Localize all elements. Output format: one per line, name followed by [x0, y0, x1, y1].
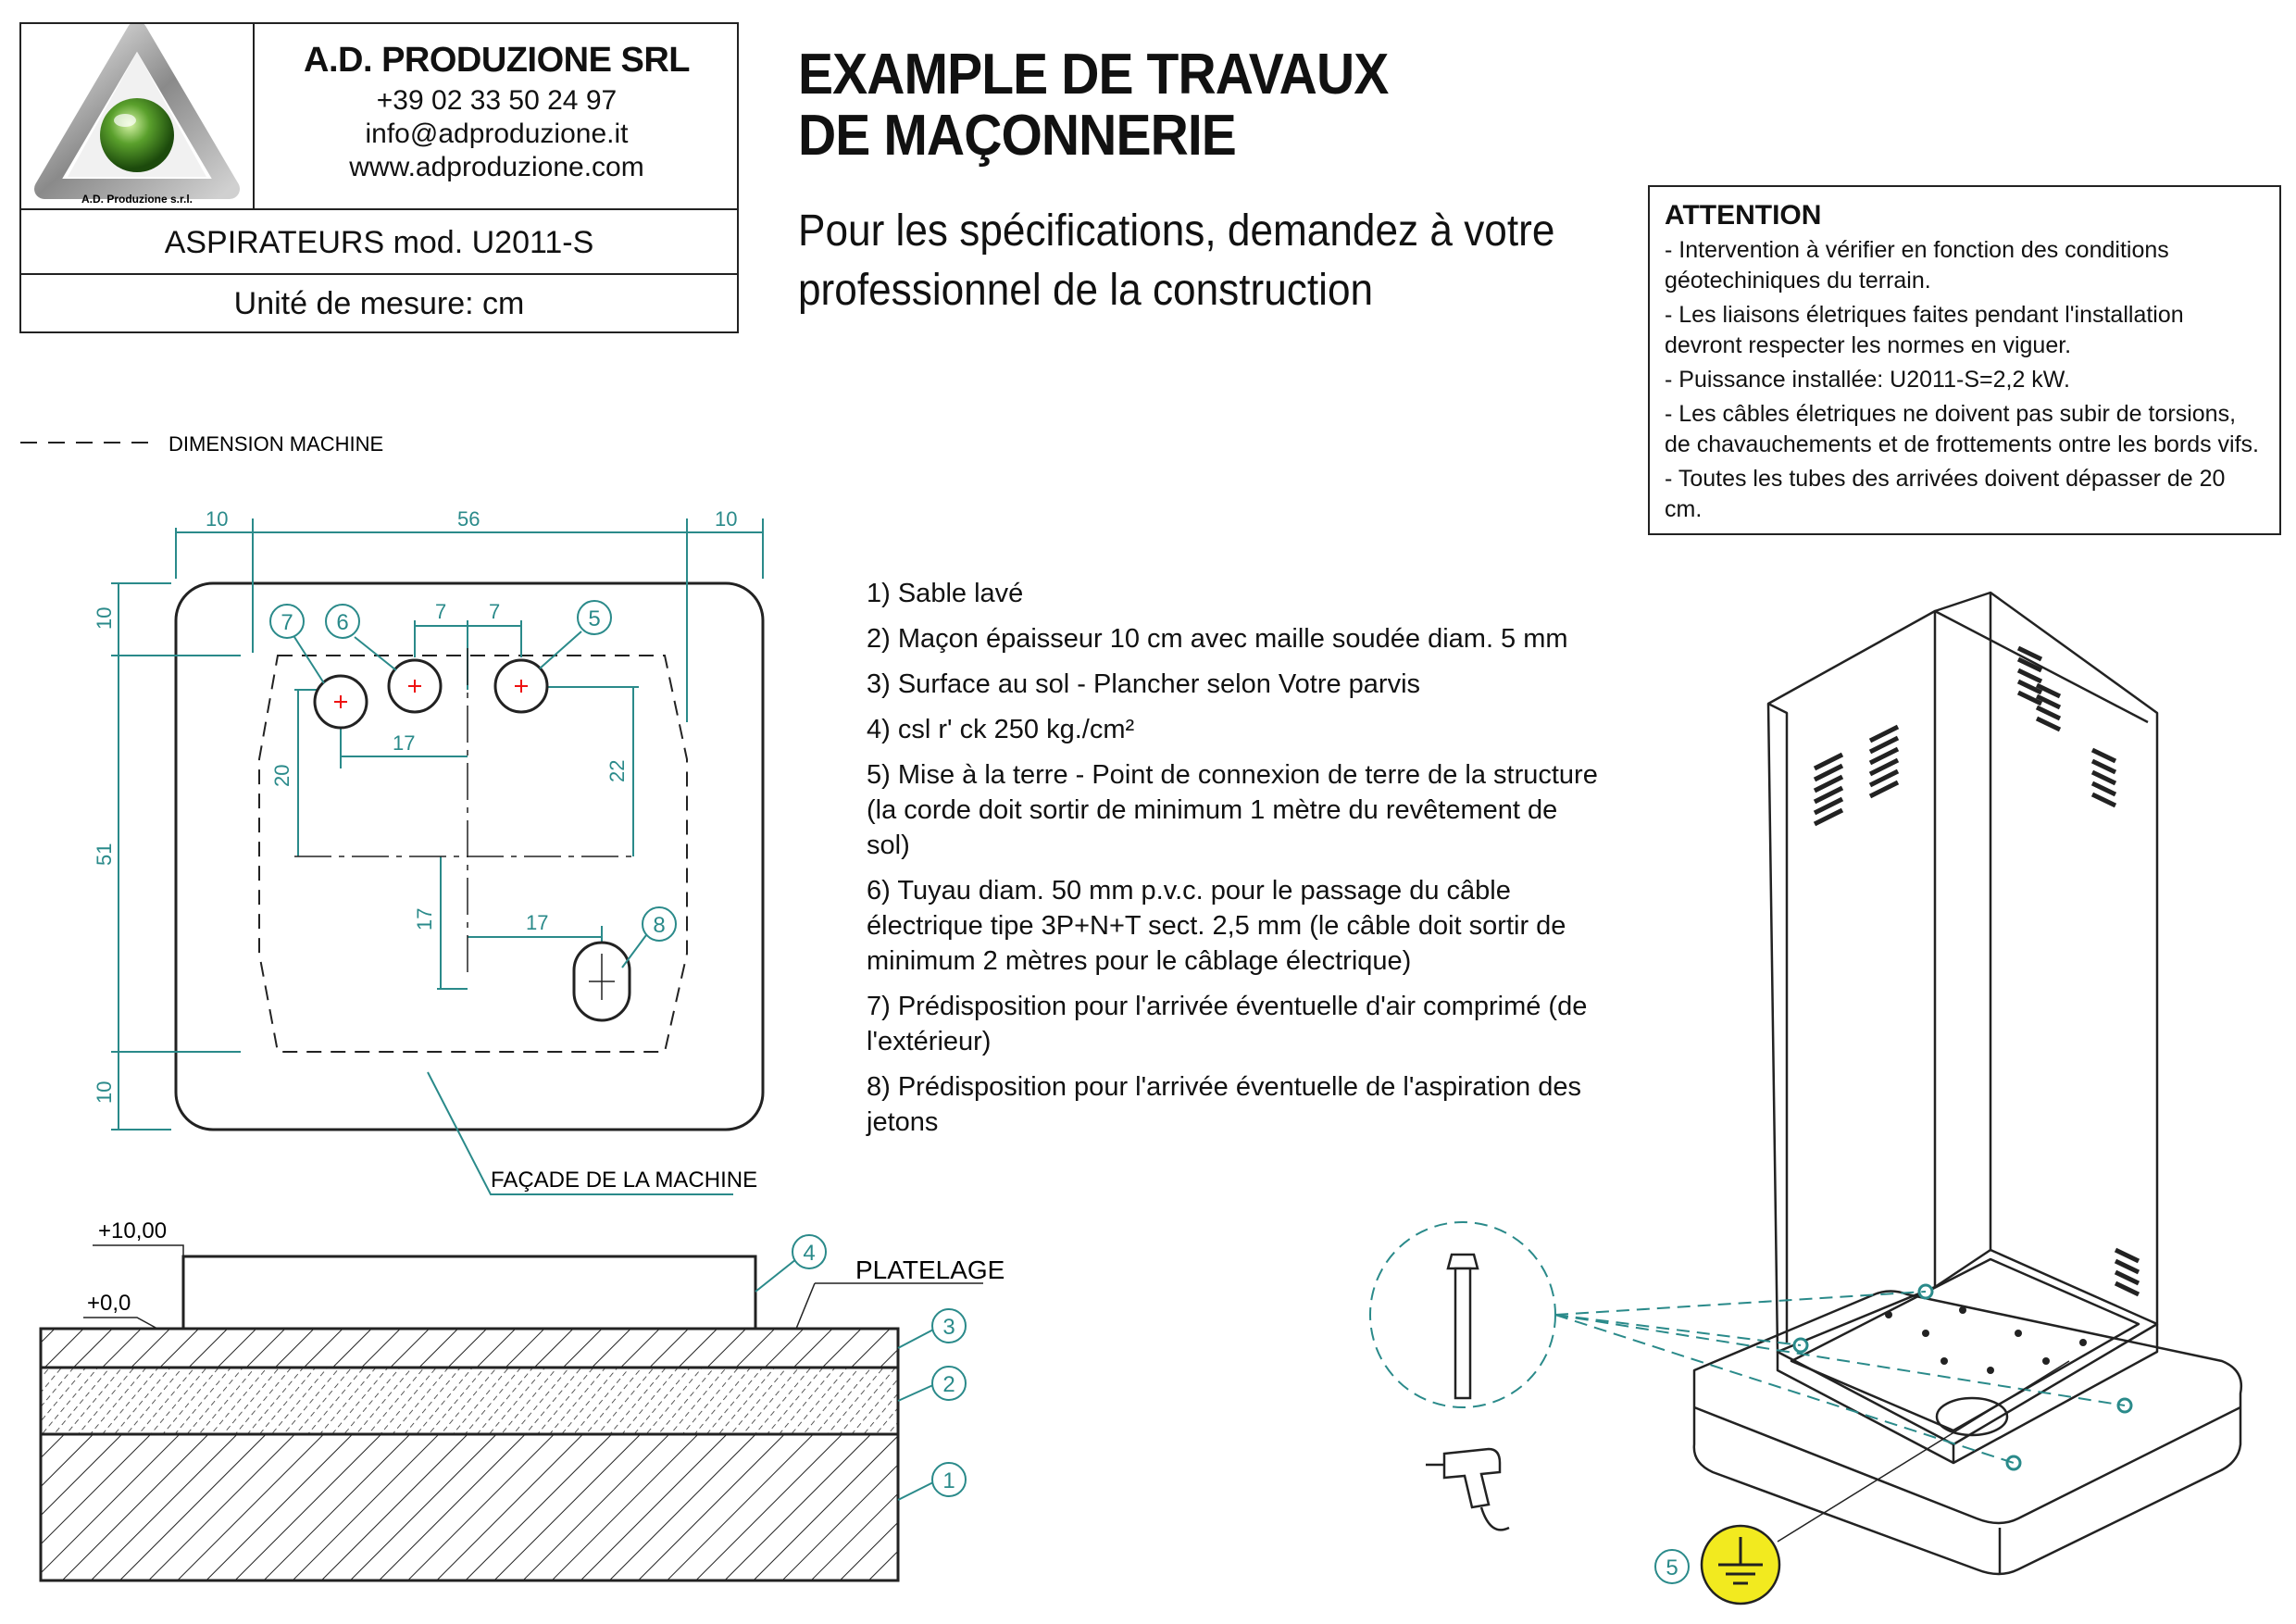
- legend-item-3: 3) Surface au sol - Plancher selon Votre parvis: [867, 669, 1421, 699]
- legend-item-5: 5) Mise à la terre - Point de connexion de terre de la structure (la corde doit sortir de minimum 1 mètre du revêtement de sol): [867, 760, 1598, 860]
- dim-top-mid: 56: [457, 507, 480, 531]
- company-email: info@adproduzione.it: [365, 119, 629, 149]
- legend-item-4: 4) csl r' ck 250 kg./cm²: [867, 715, 1135, 744]
- legend-item-7: 7) Prédisposition pour l'arrivée éventuelle d'air comprimé (de l'extérieur): [867, 992, 1588, 1056]
- attention-heading: ATTENTION: [1665, 200, 1822, 231]
- model-row: [21, 208, 737, 275]
- logo-caption: A.D. Produzione s.r.l.: [81, 193, 193, 206]
- dim-v17: 17: [413, 907, 436, 931]
- drill-icon: [1426, 1449, 1509, 1530]
- plan-callout-6: 6: [336, 610, 349, 635]
- dim-top-left: 10: [206, 507, 229, 531]
- legend-item-1: 1) Sable lavé: [867, 579, 1024, 608]
- plan-callout-8: 8: [653, 913, 666, 938]
- ground-callout: 5: [1666, 1555, 1678, 1580]
- section-callout-1: 1: [942, 1468, 955, 1493]
- dimension-legend-label: DIMENSION MACHINE: [168, 432, 384, 456]
- subtitle-line-2: professionnel de la construction: [798, 266, 1374, 315]
- title-line-2: DE MAÇONNERIE: [798, 104, 1236, 168]
- attention-item: - Intervention à vérifier en fonction des conditions géotechiniques du terrain.: [1665, 237, 2169, 294]
- attention-box: [1648, 185, 2281, 535]
- page-title: [798, 44, 1565, 167]
- plan-callout-7: 7: [281, 610, 293, 635]
- company-contact: [255, 24, 739, 208]
- machine-left-wall: [1768, 611, 1935, 1352]
- company-website: www.adproduzione.com: [349, 152, 644, 182]
- company-name: A.D. PRODUZIONE SRL: [304, 41, 690, 80]
- legend-item-2: 2) Maçon épaisseur 10 cm avec maille soudée diam. 5 mm: [867, 624, 1568, 654]
- unit-row: [21, 273, 737, 333]
- title-line-1: EXAMPLE DE TRAVAUX: [798, 43, 1389, 106]
- dim-left-top: 10: [93, 606, 116, 630]
- dim-v20: 20: [270, 764, 293, 787]
- company-phone: +39 02 33 50 24 97: [376, 85, 618, 116]
- company-logo: [21, 24, 253, 208]
- legend-item-6: 6) Tuyau diam. 50 mm p.v.c. pour le passage du câble électrique tipe 3P+N+T sect. 2,5 mm (le câble doit sortir de minimum 2 mètres pour le câblage électrique): [867, 876, 1566, 976]
- platelage-label: PLATELAGE: [855, 1255, 1005, 1284]
- dim-top-right: 10: [715, 507, 738, 531]
- header-block: [19, 22, 739, 333]
- attention-item: - Les câbles életriques ne doivent pas subir de torsions, de chavauchements et de frottements ontre les bords vifs.: [1665, 401, 2260, 457]
- layer-surface: [41, 1329, 898, 1368]
- attention-item: - Les liaisons életriques faites pendant l'installation devront respecter les normes en viguer.: [1665, 302, 2184, 358]
- section-callout-4: 4: [803, 1241, 816, 1266]
- unit-line: Unité de mesure: cm: [233, 286, 525, 321]
- legend-item-8: 8) Prédisposition pour l'arrivée éventuelle de l'aspiration des jetons: [867, 1072, 1581, 1137]
- attention-item: - Puissance installée: U2011-S=2,2 kW.: [1665, 367, 2070, 393]
- dim-gap-b: 7: [489, 600, 501, 623]
- dim-left-bottom: 10: [93, 1081, 116, 1104]
- level-top: +10,00: [98, 1218, 168, 1243]
- cross-section-drawing: [0, 1204, 1018, 1611]
- subtitle-line-1: Pour les spécifications, demandez à votre: [798, 206, 1555, 256]
- isometric-machine-drawing: [1333, 574, 2296, 1624]
- facade-label: FAÇADE DE LA MACHINE: [491, 1168, 758, 1193]
- model-line: ASPIRATEURS mod. U2011-S: [164, 224, 594, 260]
- section-callout-2: 2: [942, 1372, 955, 1397]
- logo-cell: [21, 24, 255, 208]
- dim-left-mid: 51: [93, 843, 116, 866]
- dim-h17-upper: 17: [393, 731, 416, 755]
- dim-v22: 22: [605, 759, 629, 782]
- level-zero: +0,0: [87, 1291, 131, 1316]
- dim-h17-lower: 17: [526, 911, 549, 934]
- section-callout-3: 3: [942, 1315, 955, 1340]
- layer-sand: [41, 1434, 898, 1580]
- attention-item: - Toutes les tubes des arrivées doivent dépasser de 20 cm.: [1665, 466, 2226, 522]
- plan-view-drawing: [0, 407, 815, 1204]
- dim-gap-a: 7: [435, 600, 447, 623]
- plan-callout-5: 5: [588, 606, 601, 631]
- page-subtitle: [798, 202, 1633, 320]
- bolt-icon: [1448, 1255, 1478, 1268]
- layer-mesh: [41, 1368, 898, 1434]
- concrete-block: [183, 1256, 755, 1329]
